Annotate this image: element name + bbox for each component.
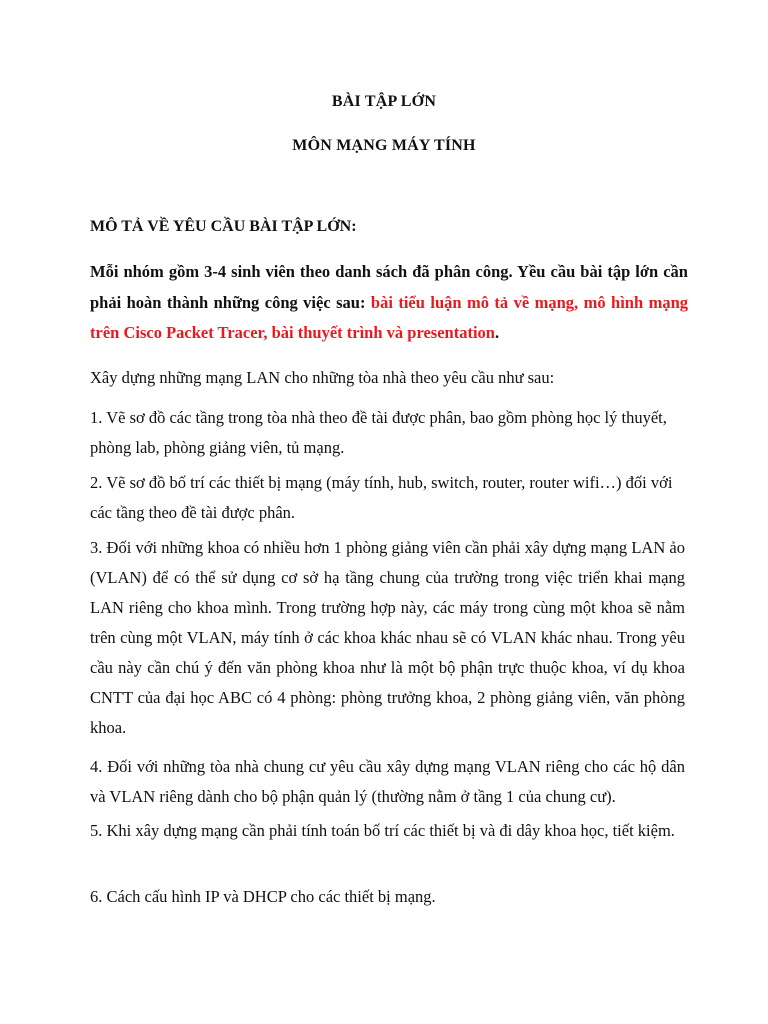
list-item: 1. Vẽ sơ đồ các tầng trong tòa nhà theo đề tài được phân, bao gồm phòng học lý thuyết, phòng lab, phòng giảng viên, tủ mạng. [90,408,667,457]
list-item: 3. Đối với những khoa có nhiều hơn 1 phòng giảng viên cần phải xây dựng mạng LAN ảo (VLAN) để có thể sử dụng cơ sở hạ tầng chung của trường trong việc triển khai mạng LAN riêng cho khoa mình. Trong trường hợp này, các máy trong cùng một khoa sẽ nằm trên cùng một VLAN, máy tính ở các khoa khác nhau sẽ có VLAN khác nhau. Trong yêu cầu này cần chú ý đến văn phòng khoa như là một bộ phận trực thuộc khoa, ví dụ khoa CNTT của đại học ABC có 4 phòng: phòng trưởng khoa, 2 phòng giảng viên, văn phòng khoa. [90,538,685,737]
list-item: 2. Vẽ sơ đồ bố trí các thiết bị mạng (máy tính, hub, switch, router, router wifi…) đối với các tầng theo đề tài được phân. [90,473,673,522]
section-heading: MÔ TẢ VỀ YÊU CẦU BÀI TẬP LỚN: [90,218,357,235]
requirement-paragraph [90,257,688,349]
list-item: 6. Cách cấu hình IP và DHCP cho các thiết bị mạng. [90,887,436,906]
list-item: 5. Khi xây dựng mạng cần phải tính toán bố trí các thiết bị và đi dây khoa học, tiết kiệm. [90,821,675,840]
requirement-highlight: bài tiểu luận mô tả về mạng, mô hình mạng trên Cisco Packet Tracer, bài thuyết trình và presentation [90,292,688,342]
document-title: BÀI TẬP LỚN [331,93,437,110]
document-subtitle: MÔN MẠNG MÁY TÍNH [292,137,476,154]
list-item: 4. Đối với những tòa nhà chung cư yêu cầu xây dựng mạng VLAN riêng cho các hộ dân và VLAN riêng dành cho bộ phận quản lý (thường nằm ở tầng 1 của chung cư). [90,757,685,806]
requirement-end: . [494,323,500,342]
intro-paragraph: Xây dựng những mạng LAN cho những tòa nhà theo yêu cầu như sau: [90,368,555,387]
requirement-text: Mỗi nhóm gồm 3-4 sinh viên theo danh sách đã phân công. Yều cầu bài tập lớn cần phải hoàn thành những công việc sau: [90,262,688,312]
